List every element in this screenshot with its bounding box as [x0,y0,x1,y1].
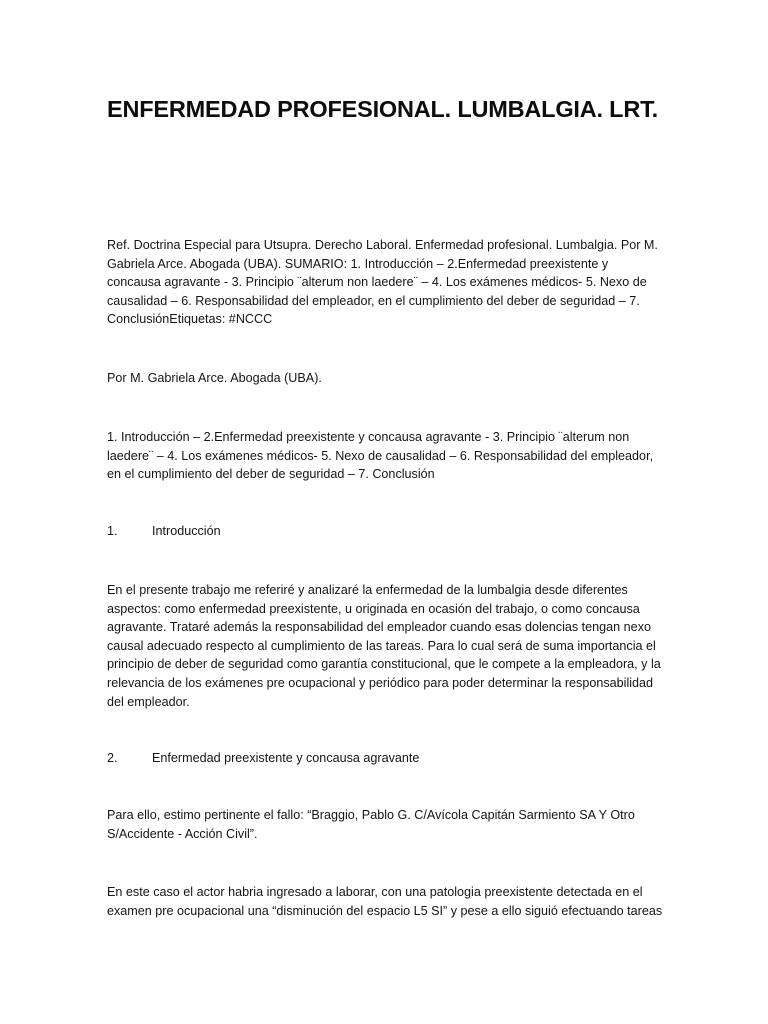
section-2-number: 2. [107,751,118,765]
reference-paragraph: Ref. Doctrina Especial para Utsupra. Derecho Laboral. Enfermedad profesional. Lumbalgia. Por M. Gabriela Arce. Abogada (UBA). SUMARIO: 1. Introducción – 2.Enfermedad preexistente y concausa agravante - 3. Principio ¨alterum non laedere¨ – 4. Los exámenes médicos- 5. Nexo de causalidad – 6. Responsabilidad del empleador, en el cumplimiento del deber de seguridad – 7. ConclusiónEtiquetas: #NCCC [107,238,658,327]
author-line: Por M. Gabriela Arce. Abogada (UBA). [107,371,322,385]
section-2-paragraph-2: En este caso el actor habria ingresado a laborar, con una patologia preexistente detectada en el examen pre ocupacional una “disminución del espacio L5 SI” y pese a ello siguió efectuando tareas [107,885,663,918]
section-1-heading [107,522,663,541]
section-1-number: 1. [107,524,118,538]
section-1-title: Introducción [152,524,221,538]
document-title: ENFERMEDAD PROFESIONAL. LUMBALGIA. LRT. [107,96,658,122]
section-1-paragraph: En el presente trabajo me referiré y analizaré la enfermedad de la lumbalgia desde diferentes aspectos: como enfermedad preexistente, u originada en ocasión del trabajo, o como concausa agravante. Trataré además la responsabilidad del empleador cuando esas dolencias tengan nexo causal adecuado respecto al cumplimiento de las tareas. Para lo cual será de suma importancia el principio de deber de seguridad como garantía constitucional, que le compete a la empleadora, y la relevancia de los exámenes pre ocupacional y periódico para poder determinar la responsabilidad del empleador. [107,583,661,709]
section-2-heading [107,749,663,768]
section-2-paragraph-1: Para ello, estimo pertinente el fallo: “Braggio, Pablo G. C/Avícola Capitán Sarmiento SA Y Otro S/Accidente - Acción Civil”. [107,808,635,841]
section-2-title: Enfermedad preexistente y concausa agravante [152,751,420,765]
summary-paragraph: 1. Introducción – 2.Enfermedad preexistente y concausa agravante - 3. Principio ¨alterum non laedere¨ – 4. Los exámenes médicos- 5. Nexo de causalidad – 6. Responsabilidad del empleador, en el cumplimiento del deber de seguridad – 7. Conclusión [107,430,654,482]
